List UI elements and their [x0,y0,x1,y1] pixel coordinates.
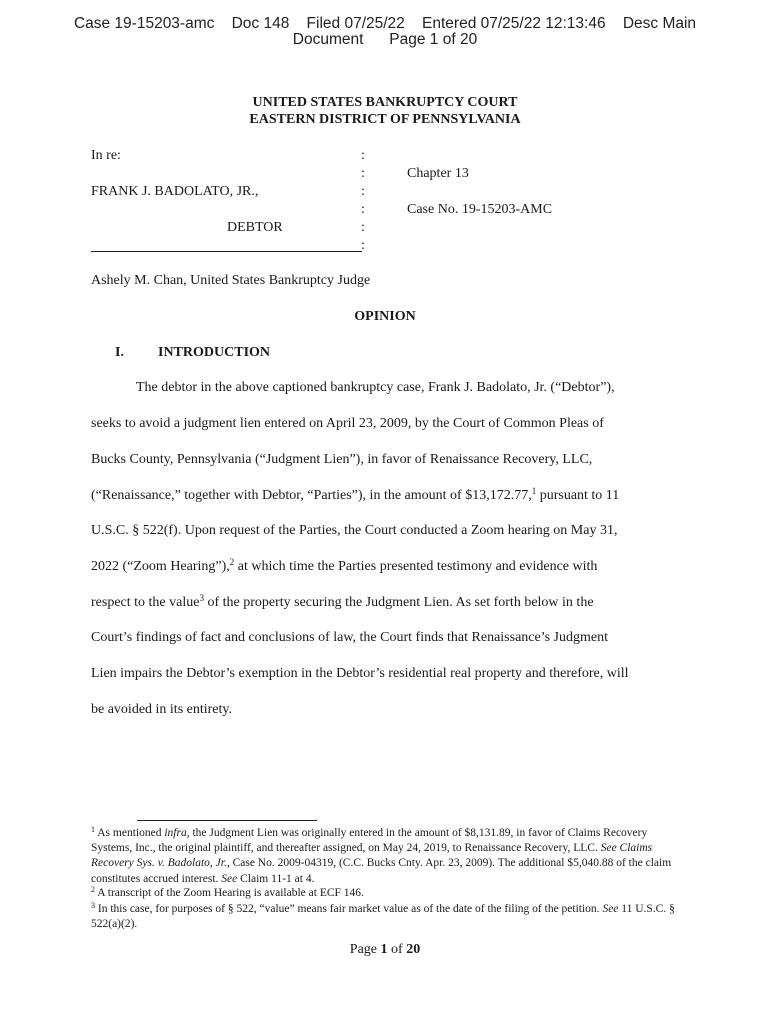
body-line: (“Renaissance,” together with Debtor, “Parties”), in the amount of $13,172.77,$^1$ pursuant to 11 [91,486,620,503]
body-line: be avoided in its entirety. [91,702,232,717]
court-district: EASTERN DISTRICT OF PENNSYLVANIA [249,112,521,127]
caption-colon: : [361,148,365,163]
footnote-ref[interactable]: 3 [199,593,204,603]
caption-in-re: In re: [91,148,121,163]
footnote-ref[interactable]: 2 [229,557,235,567]
body-line: 2022 (“Zoom Hearing”),$^2$ at which time the Parties presented testimony and evidence with [91,557,598,574]
body-line: The debtor in the above captioned bankruptcy case, Frank J. Badolato, Jr. (“Debtor”), [136,380,615,395]
caption-colon: : [361,220,365,235]
caption-colon: : [361,166,365,181]
filing-header-line2: Document Page 1 of 20 [292,31,478,48]
opinion-title: OPINION [354,309,416,324]
caption-debtor-name: FRANK J. BADOLATO, JR., [91,184,259,199]
footnote-2: $^2$ A transcript of the Zoom Hearing is available at ECF 146. [91,885,364,899]
body-line: respect to the value$^3$ of the property securing the Judgment Lien. As set forth below in the [91,593,594,610]
footnote-separator [137,820,317,821]
body-line: U.S.C. § 522(f). Upon request of the Parties, the Court conducted a Zoom hearing on May 31, [91,523,618,538]
body-line: Bucks County, Pennsylvania (“Judgment Lien”), in favor of Renaissance Recovery, LLC, [91,452,593,467]
caption-colon: : [361,238,365,253]
body-line: Lien impairs the Debtor’s exemption in the Debtor’s residential real property and therefore, will [91,666,629,681]
section-number: I. [115,345,124,360]
court-name: UNITED STATES BANKRUPTCY COURT [252,95,518,110]
judge-line: Ashely M. Chan, United States Bankruptcy Judge [91,273,371,288]
footnote-3: $^3$ In this case, for purposes of § 522, “value” means fair market value as of the date of the filing of the petition. See 11 U.S.C. § 522(a)(2). [91,901,675,931]
body-line: Court’s findings of fact and conclusions of law, the Court finds that Renaissance’s Judgment [91,630,609,645]
caption-chapter: Chapter 13 [407,166,469,181]
caption-debtor-label: DEBTOR [227,220,283,235]
footnote-ref[interactable]: 1 [531,486,537,496]
caption-colon: : [361,202,365,217]
caption-case-number: Case No. 19-15203-AMC [407,202,553,217]
section-title: INTRODUCTION [158,345,271,360]
caption-colon: : [361,184,365,199]
page-number: Page 1 of 20 [349,942,421,957]
filing-header-line1: Case 19-15203-amc Doc 148 Filed 07/25/22 Entered 07/25/22 12:13:46 Desc Main [73,15,697,32]
caption-rule [91,251,362,252]
footnote-1: $^1$ As mentioned infra, the Judgment Lien was originally entered in the amount of $8,131.89, in favor of Claims Recovery Systems, Inc., the original plaintiff, and thereafter assigned, on May 24, 2019, to Renaissance Recovery, LLC. See Claims Recovery Sys. v. Badolato, Jr., Case No. 2009-04319, (C.C. Bucks Cnty. Apr. 23, 2009). The additional $5,040.88 of the claim constitutes accrued interest. See Claim 11-1 at 4. [91,825,672,885]
body-line: seeks to avoid a judgment lien entered on April 23, 2009, by the Court of Common Pleas of [91,416,604,431]
